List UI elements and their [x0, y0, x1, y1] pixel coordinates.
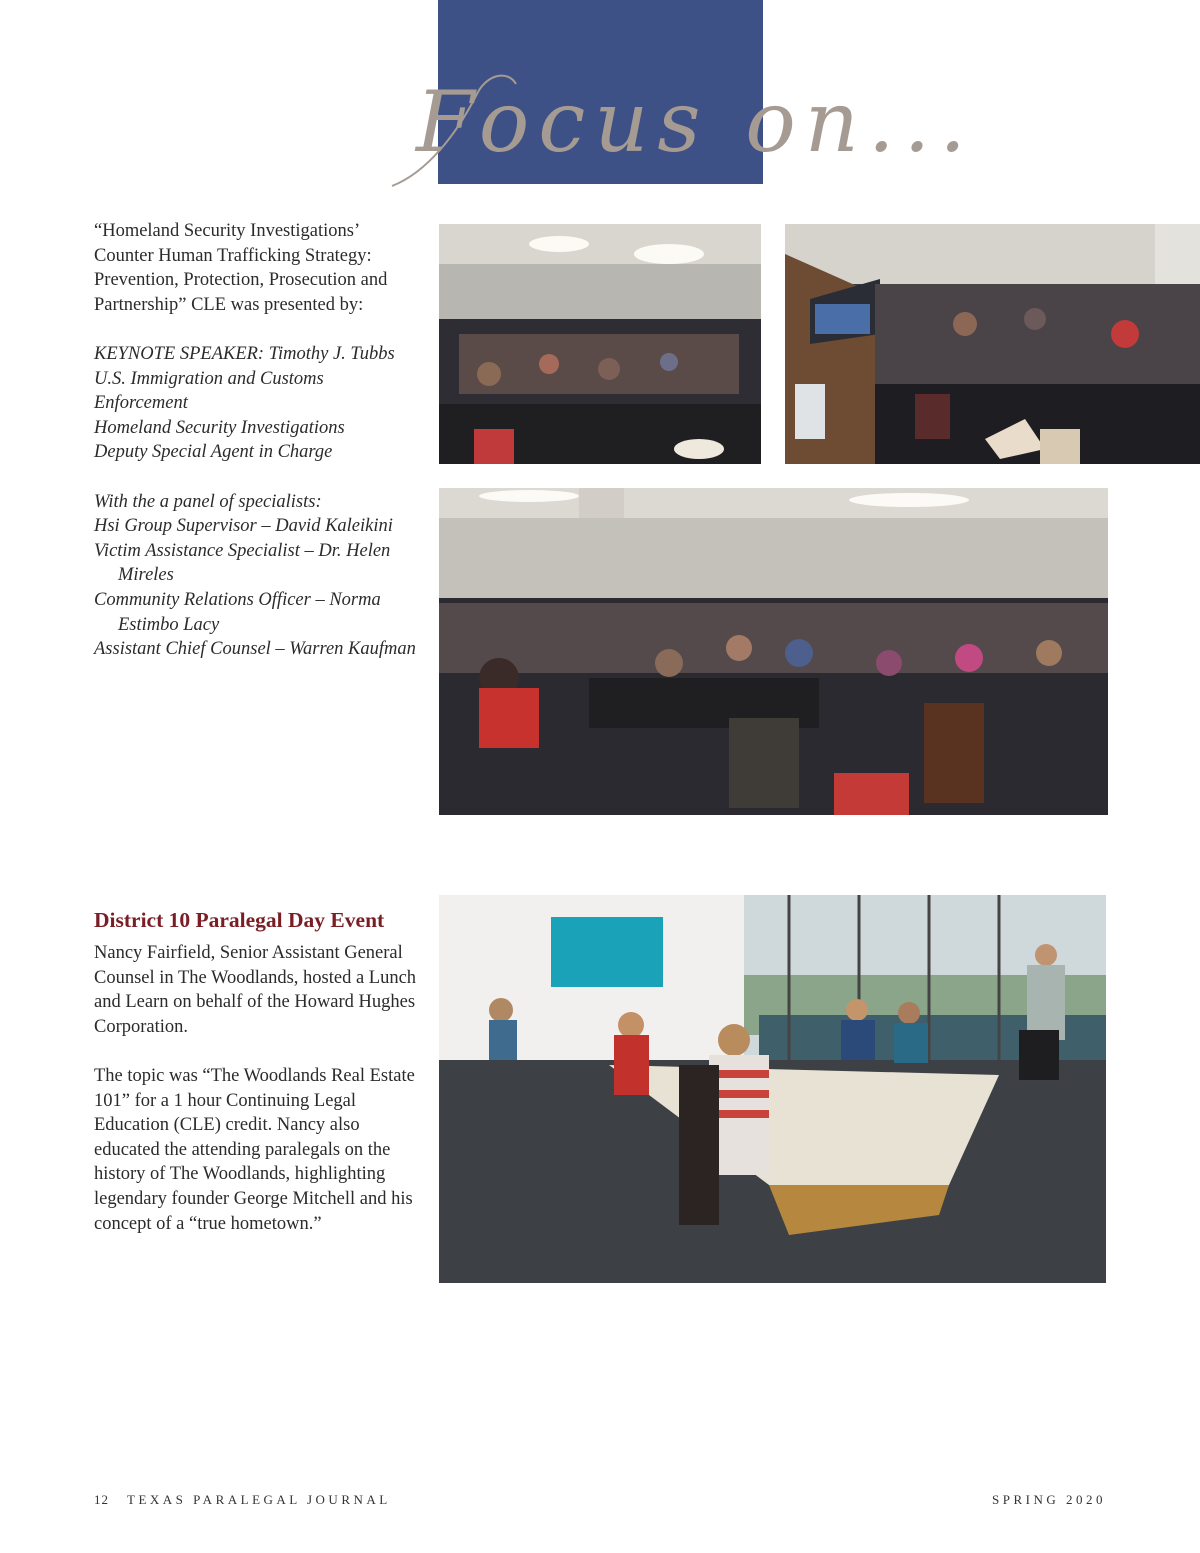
- issue-label: SPRING 2020: [992, 1492, 1106, 1507]
- intro-line: Counter Human Trafficking Strategy:: [94, 245, 372, 266]
- panel-intro: With the a panel of specialists:: [94, 491, 322, 512]
- body-paragraph: Nancy Fairfield, Senior Assistant General Counsel in The Woodlands, hosted a Lunch and Learn on behalf of the Howard Hughes Corporation.: [94, 943, 417, 1037]
- keynote-line: Deputy Special Agent in Charge: [94, 442, 333, 463]
- page-title: Focus on...: [388, 62, 808, 182]
- section-heading: District 10 Paralegal Day Event: [94, 907, 385, 932]
- panel-member: Hsi Group Supervisor – David Kaleikini: [94, 516, 393, 537]
- intro-line: Prevention, Protection, Prosecution and: [94, 270, 388, 291]
- article2-text: [94, 941, 424, 1236]
- publication-name: TEXAS PARALEGAL JOURNAL: [127, 1492, 391, 1507]
- panel-member: Victim Assistance Specialist – Dr. Helen Mireles: [94, 540, 391, 586]
- footer-left: [94, 1492, 391, 1508]
- panel-member: Community Relations Officer – Norma Estimbo Lacy: [94, 589, 381, 635]
- page-number: 12: [94, 1492, 109, 1507]
- ballroom-photo-2: [785, 224, 1200, 464]
- body-paragraph: The topic was “The Woodlands Real Estate 101” for a 1 hour Continuing Legal Education (CLE) credit. Nancy also educated the attending paralegals on the history of The Woodlands, highlighting legendary founder George Mitchell and his concept of a “true hometown.”: [94, 1065, 415, 1234]
- conference-room-photo: [439, 895, 1106, 1283]
- keynote-line: KEYNOTE SPEAKER: Timothy J. Tubbs: [94, 343, 395, 364]
- ballroom-photo-3: [439, 488, 1108, 815]
- keynote-line: U.S. Immigration and Customs: [94, 368, 324, 389]
- keynote-line: Enforcement: [94, 393, 188, 414]
- article1-text: [94, 219, 424, 662]
- intro-line: “Homeland Security Investigations’: [94, 221, 361, 241]
- ballroom-photo-1: [439, 224, 761, 464]
- keynote-line: Homeland Security Investigations: [94, 417, 345, 438]
- intro-line: Partnership” CLE was presented by:: [94, 294, 364, 315]
- panel-member: Assistant Chief Counsel – Warren Kaufman: [94, 639, 416, 660]
